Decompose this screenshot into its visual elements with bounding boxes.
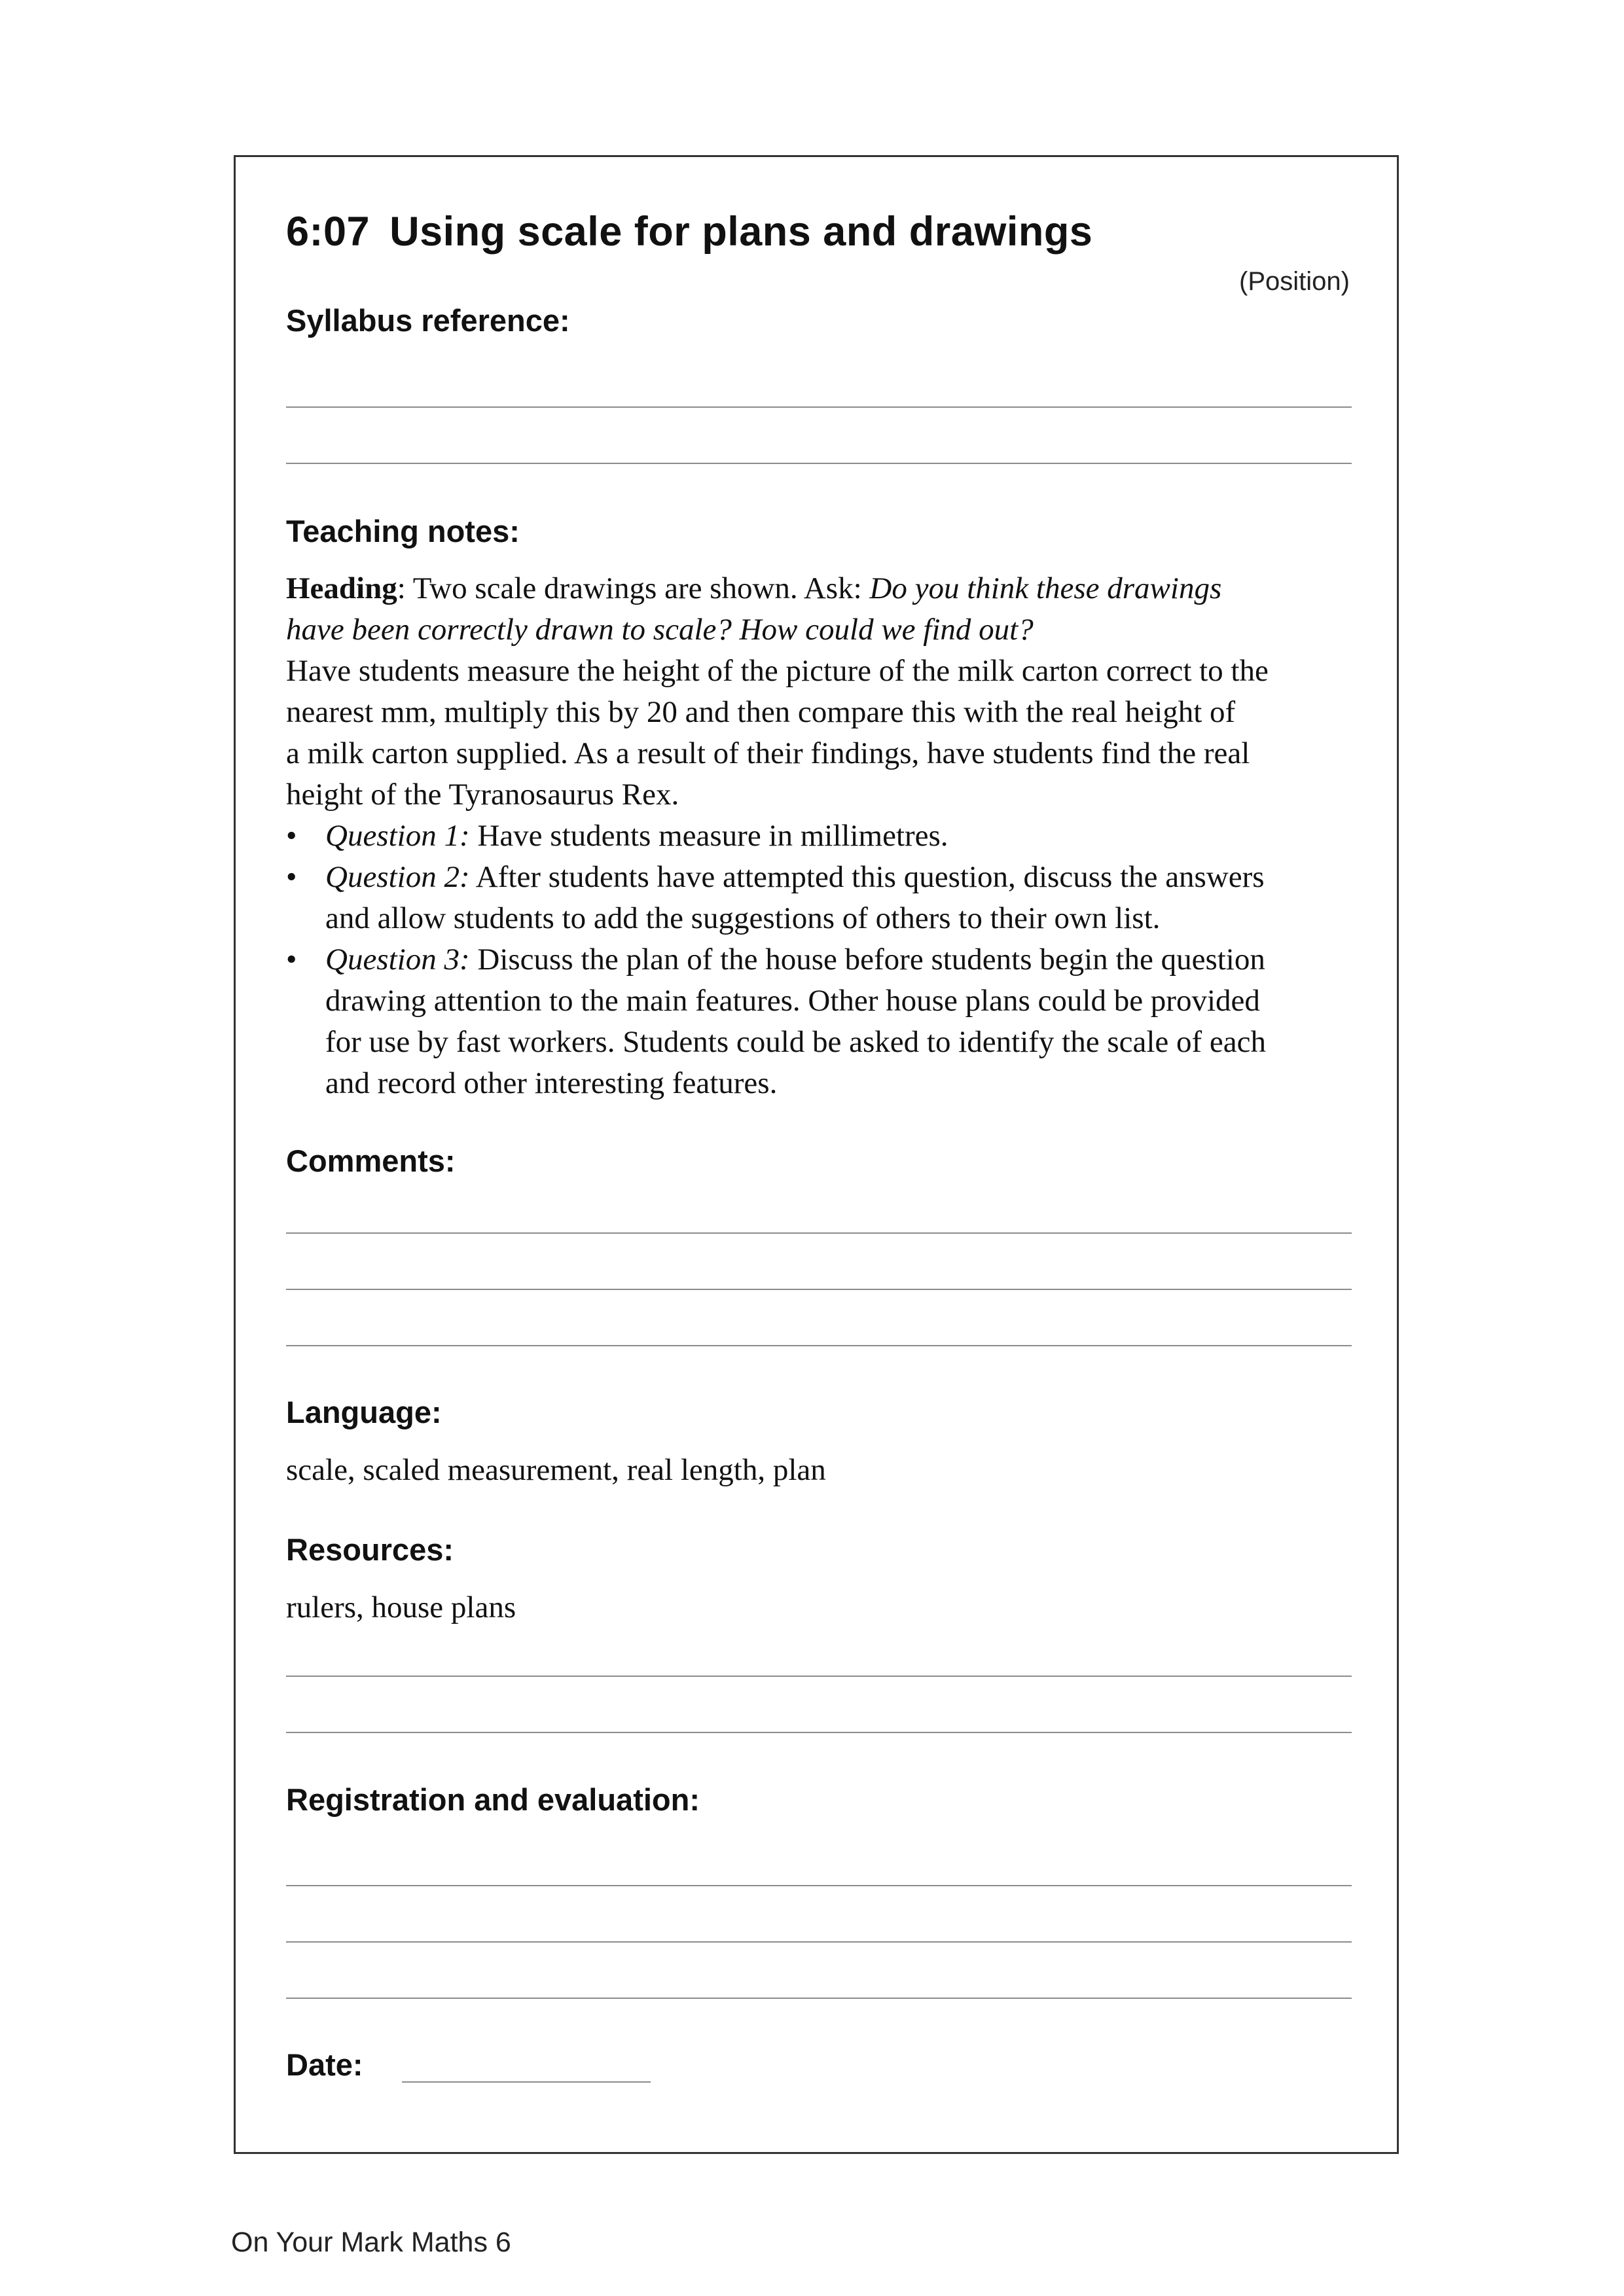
notes-question-3 — [286, 939, 1366, 1104]
comments-line-1 — [286, 1232, 1352, 1234]
resources-line-1 — [286, 1676, 1352, 1677]
position-label: (Position) — [1239, 267, 1350, 296]
notes-intro-line-2 — [286, 609, 1366, 651]
bullet-glyph: • — [286, 819, 297, 853]
resources-text: rulers, house plans — [286, 1590, 516, 1624]
notes-intro-italic-2: have been correctly drawn to scale? How could we find out? — [286, 613, 1034, 647]
notes-question-1 — [286, 816, 1366, 857]
resources-heading: Resources: — [286, 1532, 454, 1567]
syllabus-line-1 — [286, 406, 1352, 408]
language-heading: Language: — [286, 1395, 442, 1429]
comments-heading: Comments: — [286, 1143, 456, 1178]
registration-heading: Registration and evaluation: — [286, 1782, 700, 1817]
language-text: scale, scaled measurement, real length, plan — [286, 1453, 826, 1487]
question-text: After students have attempted this question, discuss the answers — [475, 860, 1265, 894]
notes-intro-line-1 — [286, 568, 1366, 609]
date-label: Date: — [286, 2047, 363, 2082]
question-label: Question 3: — [325, 942, 470, 977]
date-input-line — [402, 2081, 651, 2083]
notes-intro-bold: Heading — [286, 571, 397, 605]
comments-line-3 — [286, 1345, 1352, 1346]
comments-line-2 — [286, 1289, 1352, 1290]
notes-question-2 — [286, 857, 1366, 939]
notes-intro-text: : Two scale drawings are shown. Ask: — [397, 571, 870, 605]
section-title-text: Using scale for plans and drawings — [389, 209, 1093, 255]
section-number: 6:07 — [286, 209, 370, 255]
syllabus-line-2 — [286, 463, 1352, 464]
syllabus-heading: Syllabus reference: — [286, 303, 570, 338]
registration-line-1 — [286, 1885, 1352, 1886]
notes-question-list — [286, 816, 1366, 1104]
question-text: drawing attention to the main features. Other house plans could be provided — [325, 984, 1260, 1018]
notes-para-line: height of the Tyranosaurus Rex. — [286, 778, 679, 812]
notes-para-line: nearest mm, multiply this by 20 and then compare this with the real height of — [286, 695, 1236, 729]
bullet-glyph: • — [286, 860, 297, 894]
question-text: and allow students to add the suggestions of others to their own list. — [325, 901, 1161, 935]
notes-para-line: a milk carton supplied. As a result of their findings, have students find the real — [286, 736, 1250, 770]
notes-intro-italic-1: Do you think these drawings — [869, 571, 1222, 605]
notes-para-line: Have students measure the height of the picture of the milk carton correct to the — [286, 654, 1269, 688]
teaching-notes-body — [286, 568, 1366, 1104]
resources-line-2 — [286, 1732, 1352, 1733]
page-footer: On Your Mark Maths 6 — [231, 2227, 511, 2258]
registration-line-2 — [286, 1941, 1352, 1943]
question-label: Question 2: — [325, 860, 470, 894]
question-text: Have students measure in millimetres. — [477, 819, 948, 853]
section-title — [286, 208, 1092, 255]
registration-line-3 — [286, 1998, 1352, 1999]
question-label: Question 1: — [325, 819, 470, 853]
question-text: and record other interesting features. — [325, 1066, 778, 1100]
question-text: Discuss the plan of the house before students begin the question — [477, 942, 1265, 977]
question-text: for use by fast workers. Students could be asked to identify the scale of each — [325, 1025, 1266, 1059]
teaching-notes-heading: Teaching notes: — [286, 514, 520, 548]
bullet-glyph: • — [286, 942, 297, 977]
